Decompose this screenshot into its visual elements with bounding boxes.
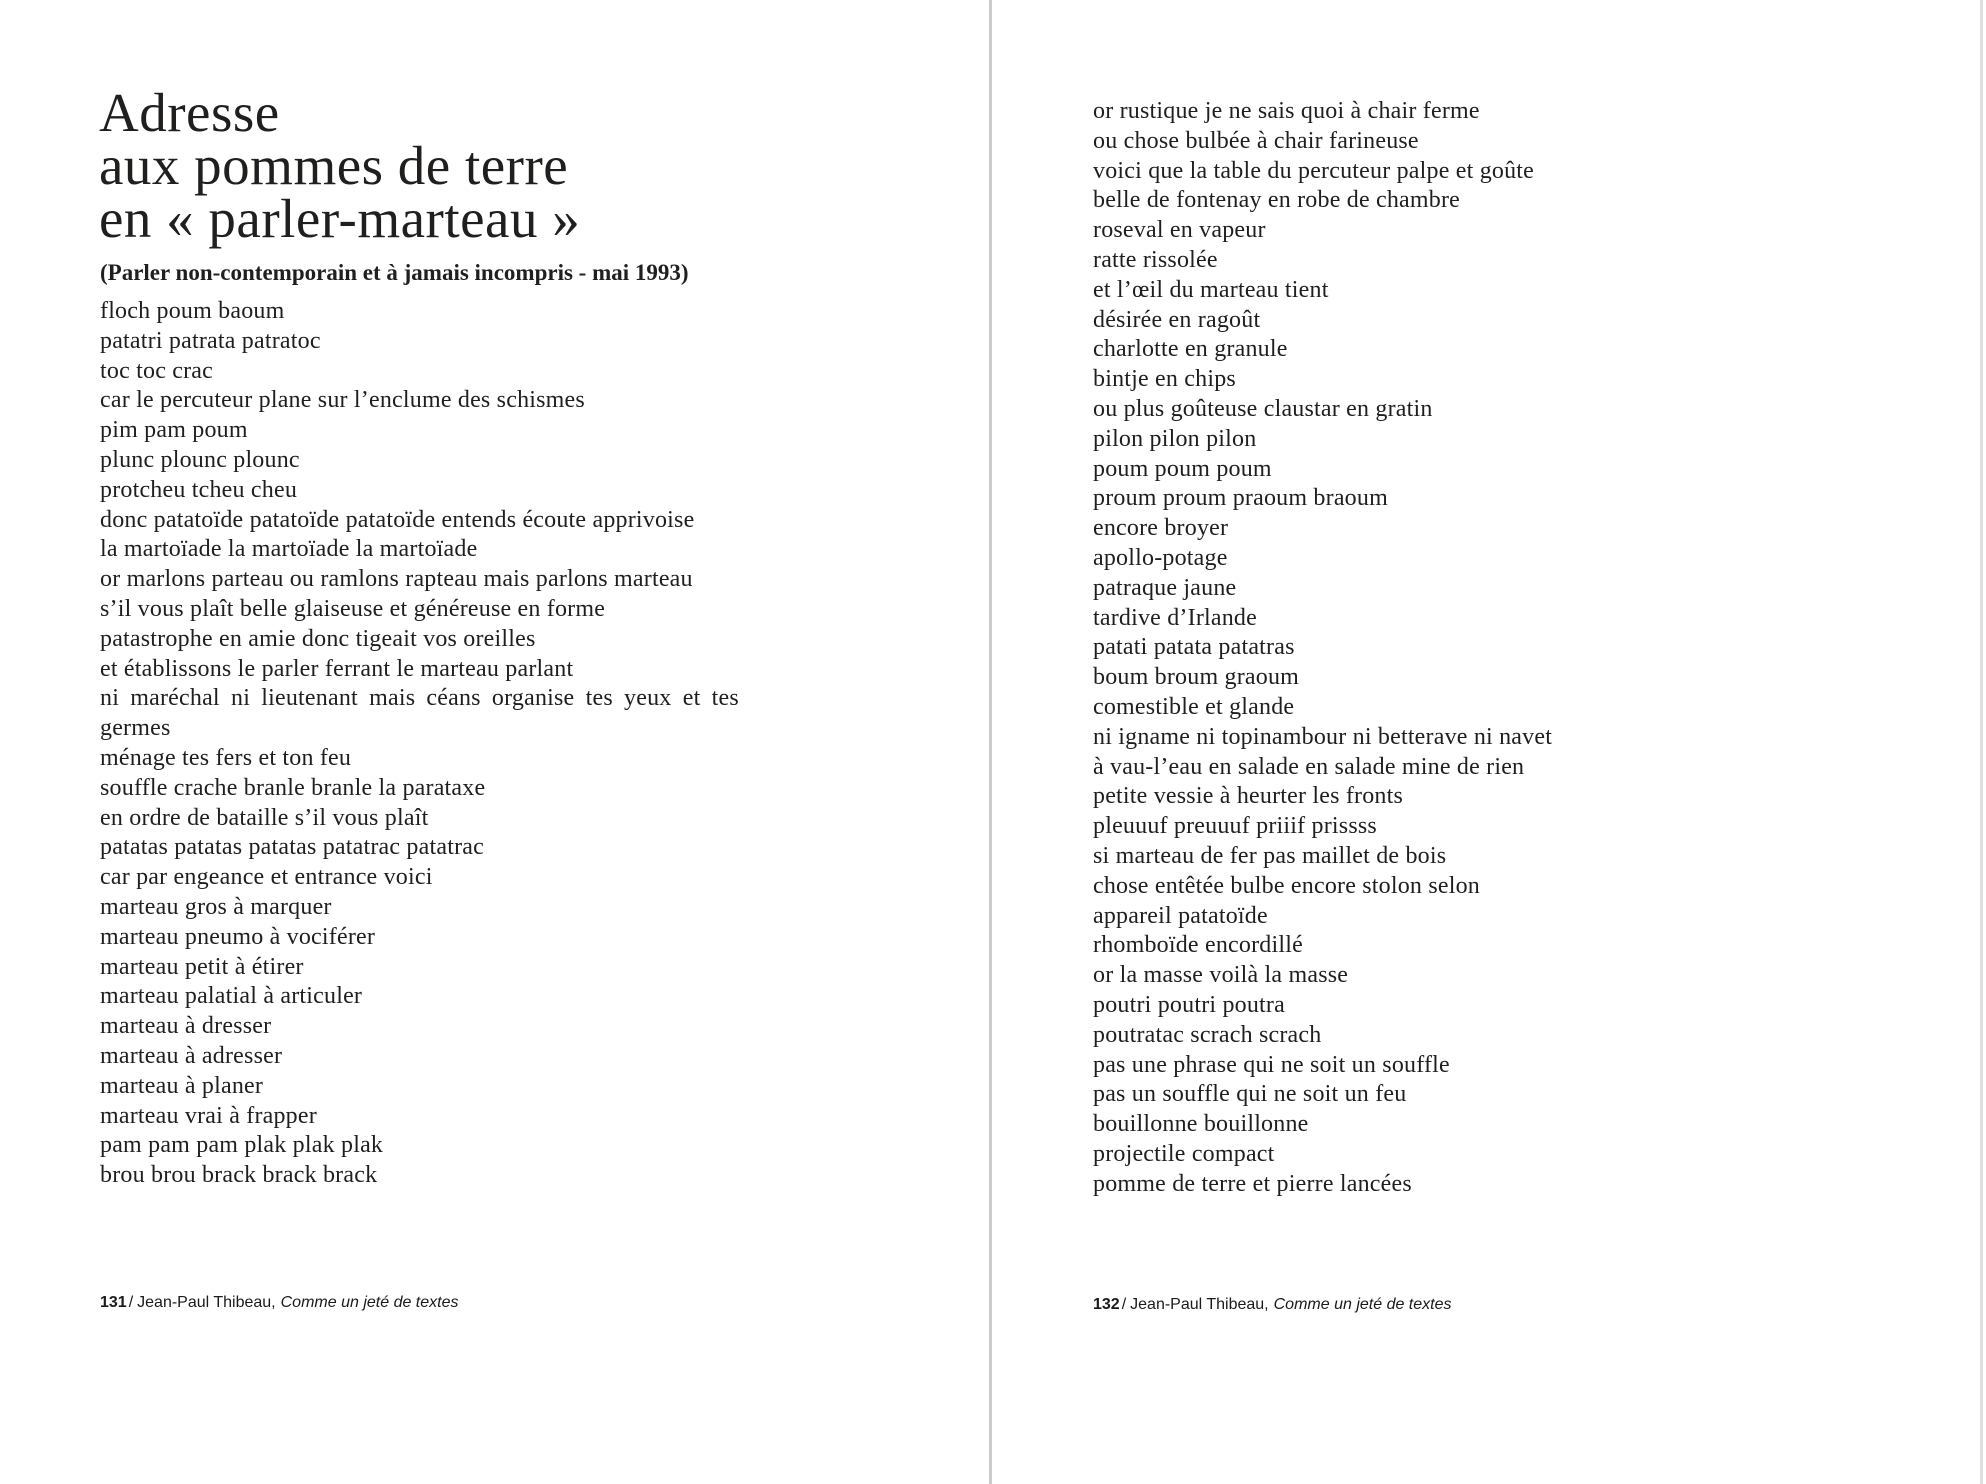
poem-line: pas une phrase qui ne soit un souffle: [1093, 1051, 1450, 1078]
poem-line: marteau petit à étirer: [100, 953, 304, 980]
poem-line: marteau à adresser: [100, 1042, 283, 1069]
poem-line: protcheu tcheu cheu: [100, 476, 298, 503]
poem-line: poum poum poum: [1093, 455, 1272, 482]
poem-line: apollo-potage: [1093, 544, 1228, 571]
poem-line: marteau pneumo à vociférer: [100, 923, 376, 950]
poem-line: plunc plounc plounc: [100, 446, 300, 473]
poem-line: or rustique je ne sais quoi à chair ferme: [1093, 98, 1480, 124]
poem-line: patatri patrata patratoc: [100, 327, 321, 354]
poem-line: or marlons parteau ou ramlons rapteau mais parlons marteau: [100, 566, 693, 593]
poem-line: marteau gros à marquer: [100, 893, 332, 920]
poem-line: patatas patatas patatas patatrac patatrac: [100, 834, 484, 861]
poem-line: marteau palatial à articuler: [100, 983, 363, 1010]
footer-separator: /: [128, 1294, 134, 1311]
poem-line: projectile compact: [1093, 1140, 1275, 1167]
poem-body-right: [1093, 97, 1552, 1199]
poem-line: pomme de terre et pierre lancées: [1093, 1170, 1412, 1197]
poem-line: or la masse voilà la masse: [1093, 962, 1349, 989]
poem-line: bintje en chips: [1093, 366, 1236, 393]
poem-line: donc patatoïde patatoïde patatoïde entends écoute apprivoise: [100, 506, 695, 533]
poem-line: marteau vrai à frapper: [100, 1102, 317, 1129]
poem-subtitle: (Parler non-contemporain et à jamais incompris - mai 1993): [100, 260, 689, 285]
poem-line: ou chose bulbée à chair farineuse: [1093, 127, 1419, 154]
page-number: 131: [100, 1294, 127, 1311]
poem-line: poutratac scrach scrach: [1093, 1021, 1322, 1048]
poem-line: marteau à dresser: [100, 1013, 272, 1040]
poem-line: charlotte en granule: [1093, 336, 1288, 363]
poem-line: boum broum graoum: [1093, 664, 1300, 691]
poem-line: patati patata patatras: [1093, 634, 1295, 661]
poem-line: appareil patatoïde: [1093, 902, 1268, 929]
poem-line: pleuuuf preuuuf priiif prissss: [1093, 813, 1377, 840]
poem-line: car par engeance et entrance voici: [100, 864, 433, 891]
poem-line: et établissons le parler ferrant le marteau parlant: [100, 655, 574, 682]
footer-author: Jean-Paul Thibeau,: [137, 1294, 276, 1311]
poem-line: rhomboïde encordillé: [1093, 932, 1303, 959]
poem-title-line: Adresse: [99, 82, 280, 143]
poem-line: et l’œil du marteau tient: [1093, 276, 1329, 303]
poem-body-left: [100, 297, 739, 1191]
poem-line: car le percuteur plane sur l’enclume des schismes: [100, 387, 585, 414]
poem-line: patraque jaune: [1093, 574, 1237, 601]
poem-line: encore broyer: [1093, 515, 1229, 542]
footer-separator: /: [1121, 1296, 1127, 1313]
poem-title-line: en « parler-marteau »: [99, 188, 581, 249]
poem-line: ménage tes fers et ton feu: [100, 744, 352, 771]
poem-line: toc toc crac: [100, 357, 213, 384]
poem-title-line: aux pommes de terre: [99, 135, 569, 196]
poem-line: pim pam poum: [100, 417, 248, 444]
poem-line: ni maréchal ni lieutenant mais céans organise tes yeux et tes: [100, 685, 739, 712]
poem-line: ratte rissolée: [1093, 246, 1218, 273]
poem-line: en ordre de bataille s’il vous plaît: [100, 804, 429, 831]
poem-line: tardive d’Irlande: [1093, 604, 1257, 631]
poem-line: floch poum baoum: [100, 298, 285, 324]
poem-line: souffle crache branle branle la parataxe: [100, 774, 486, 801]
poem-line: la martoïade la martoïade la martoïade: [100, 536, 478, 563]
footer-work-title: Comme un jeté de textes: [280, 1294, 459, 1311]
poem-title: [99, 82, 581, 249]
page-footer-left: [100, 1294, 459, 1312]
footer-work-title: Comme un jeté de textes: [1273, 1296, 1452, 1313]
poem-line: comestible et glande: [1093, 693, 1295, 720]
page-gutter-divider: [989, 0, 992, 1484]
page-right-edge-line: [1980, 0, 1983, 1484]
poem-line: chose entêtée bulbe encore stolon selon: [1093, 872, 1480, 899]
poem-line: bouillonne bouillonne: [1093, 1111, 1309, 1138]
poem-line: si marteau de fer pas maillet de bois: [1093, 842, 1447, 869]
poem-line: ou plus goûteuse claustar en gratin: [1093, 395, 1433, 422]
poem-line: germes: [100, 715, 171, 742]
poem-line: pilon pilon pilon: [1093, 425, 1257, 452]
poem-line: proum proum praoum braoum: [1093, 485, 1388, 512]
poem-line: brou brou brack brack brack: [100, 1162, 378, 1189]
poem-line: désirée en ragoût: [1093, 306, 1261, 333]
poem-line: belle de fontenay en robe de chambre: [1093, 187, 1461, 214]
page-number: 132: [1093, 1296, 1120, 1313]
page-footer-right: [1093, 1296, 1452, 1314]
poem-line: pam pam pam plak plak plak: [100, 1132, 384, 1159]
poem-line: poutri poutri poutra: [1093, 991, 1285, 1018]
poem-line: petite vessie à heurter les fronts: [1093, 783, 1404, 810]
poem-line: à vau-l’eau en salade en salade mine de rien: [1093, 753, 1525, 780]
poem-line: voici que la table du percuteur palpe et goûte: [1093, 157, 1535, 184]
footer-author: Jean-Paul Thibeau,: [1130, 1296, 1269, 1313]
poem-line: patastrophe en amie donc tigeait vos oreilles: [100, 625, 536, 652]
poem-line: ni igname ni topinambour ni betterave ni navet: [1093, 723, 1553, 750]
poem-line: roseval en vapeur: [1093, 217, 1266, 244]
poem-line: pas un souffle qui ne soit un feu: [1093, 1081, 1407, 1108]
poem-line: marteau à planer: [100, 1072, 264, 1099]
poem-line: s’il vous plaît belle glaiseuse et généreuse en forme: [100, 595, 606, 622]
